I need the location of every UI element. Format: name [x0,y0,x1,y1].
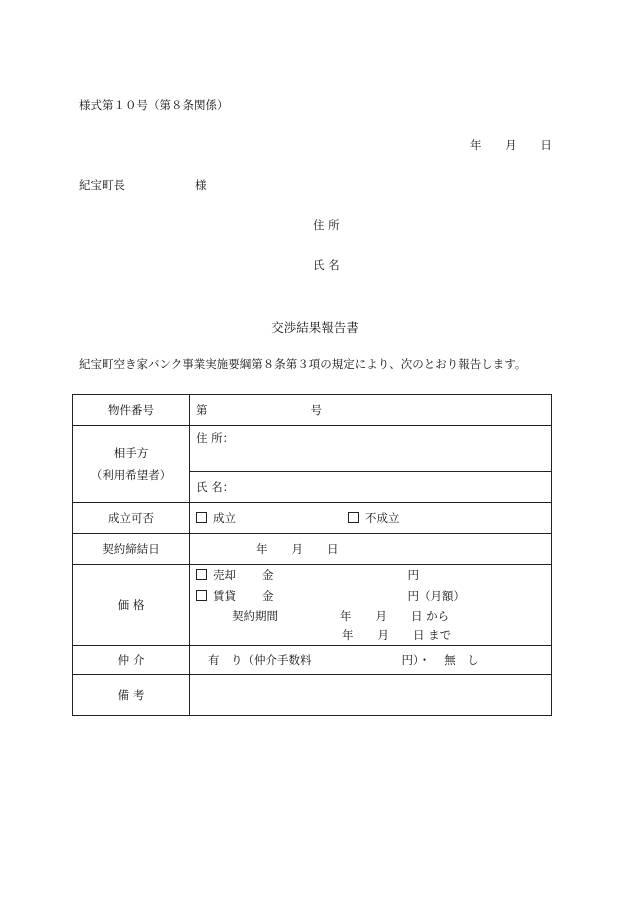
price-rent-unit: 円（月額） [407,589,465,603]
counterparty-address-label: 住 所： [196,431,235,445]
row-success [73,503,552,534]
property-number-field[interactable] [190,395,552,426]
price-field [190,565,552,646]
price-period-from [196,607,545,626]
success-yes-checkbox[interactable] [196,512,207,523]
broker-label: 仲 介 [73,646,190,675]
counterparty-name-label: 氏 名： [196,480,235,494]
price-rent-kin: 金 [262,589,274,603]
price-rent-checkbox[interactable] [196,590,207,601]
success-no-label: 不成立 [365,511,400,525]
price-sale-line [196,565,545,586]
addressee-name: 紀宝町長 [79,178,125,192]
price-period-to-month: 月 [377,628,389,642]
document-title: 交渉結果報告書 [271,320,359,335]
report-table [72,394,552,716]
success-options [190,503,552,534]
counterparty-label-line2: （利用希望者） [90,468,172,482]
date-month: 月 [505,138,517,152]
contract-date-year: 年 [256,542,268,556]
price-sale-unit: 円 [407,568,419,582]
reporter-address-label: 住 所 [313,218,340,232]
price-period-from-day: 日 から [411,609,450,623]
contract-date-month: 月 [291,542,303,556]
property-number-label: 物件番号 [73,395,190,426]
remarks-field[interactable] [190,675,552,716]
broker-yes-close: 円）・ [401,653,431,667]
form-number: 様式第１０号（第８条関係） [79,98,229,112]
price-label: 価 格 [73,565,190,646]
row-property-number [73,395,552,426]
property-number-suffix: 号 [310,403,322,417]
remarks-label: 備 考 [73,675,190,716]
broker-field[interactable] [190,646,552,675]
price-sale-label: 売却 [213,568,236,582]
contract-date-day: 日 [327,542,339,556]
price-period-to-year: 年 [342,628,354,642]
contract-date-field[interactable] [190,534,552,565]
counterparty-address-field[interactable] [190,426,552,472]
success-label: 成立可否 [73,503,190,534]
contract-date-label: 契約締結日 [73,534,190,565]
broker-yes-text: 有 り（仲介手数料 [208,653,312,667]
lead-text: 紀宝町空き家バンク事業実施要綱第８条第３項の規定により、次のとおり報告します。 [79,357,527,371]
counterparty-label-line1: 相手方 [113,446,149,460]
price-period-to-day: 日 まで [413,628,452,642]
row-counterparty-address [73,426,552,472]
row-contract-date [73,534,552,565]
row-price [73,565,552,646]
price-sale-checkbox[interactable] [196,569,207,580]
price-rent-line [196,586,545,607]
broker-no-text: 無 し [444,653,479,667]
price-rent-label: 賃貸 [213,589,236,603]
addressee-honorific: 様 [195,178,207,192]
row-remarks [73,675,552,716]
report-date [470,137,552,153]
counterparty-label [73,426,190,503]
reporter-name-label: 氏 名 [313,258,340,272]
success-no-checkbox[interactable] [348,512,359,523]
success-yes-label: 成立 [213,511,236,525]
addressee [79,177,207,193]
date-year: 年 [470,138,482,152]
row-broker [73,646,552,675]
counterparty-name-field[interactable] [190,472,552,503]
price-period-to [196,626,545,645]
price-period-from-month: 月 [375,609,387,623]
price-period-label: 契約期間 [232,609,278,623]
price-sale-kin: 金 [262,568,274,582]
price-period-from-year: 年 [340,609,352,623]
property-number-prefix: 第 [196,403,208,417]
date-day: 日 [540,138,552,152]
